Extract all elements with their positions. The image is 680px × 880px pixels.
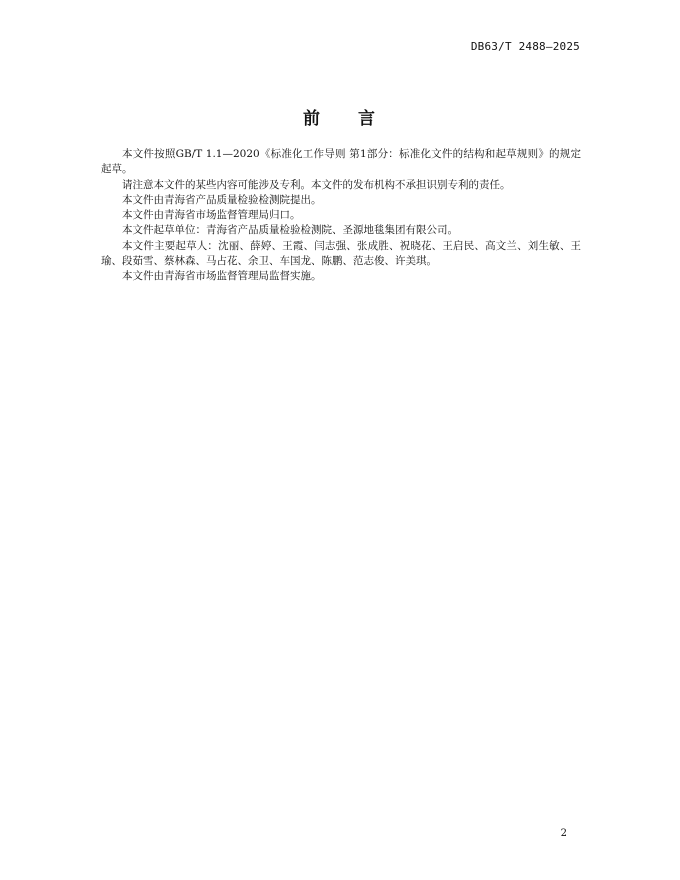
paragraph-implementation: 本文件由青海省市场监督管理局监督实施。 [122,270,322,283]
paragraph-drafters: 本文件主要起草人：沈丽、薛婷、王霞、闫志强、张成胜、祝晓花、王启民、高文兰、刘生敏、王瑜、段茹雪、蔡林森、马占花、余卫、车国龙、陈鹏、范志俊、许美琪。 [101,239,581,268]
document-code: DB63/T 2488—2025 [470,40,580,53]
paragraph-proposer: 本文件由青海省产品质量检验检测院提出。 [122,193,322,206]
title-char-2: 言 [358,109,377,129]
paragraph-administrator: 本文件由青海省市场监督管理局归口。 [122,209,301,222]
foreword-body [101,147,581,285]
page-title [0,104,680,129]
paragraph-drafting-units: 本文件起草单位：青海省产品质量检验检测院、圣源地毯集团有限公司。 [122,224,458,237]
page-number: 2 [560,828,567,839]
paragraph-patent-notice: 请注意本文件的某些内容可能涉及专利。本文件的发布机构不承担识别专利的责任。 [122,178,511,191]
paragraph-drafting-basis: 本文件按照GB/T 1.1—2020《标准化工作导则 第1部分：标准化文件的结构和起草规则》的规定起草。 [101,148,581,176]
title-char-1: 前 [303,109,322,129]
